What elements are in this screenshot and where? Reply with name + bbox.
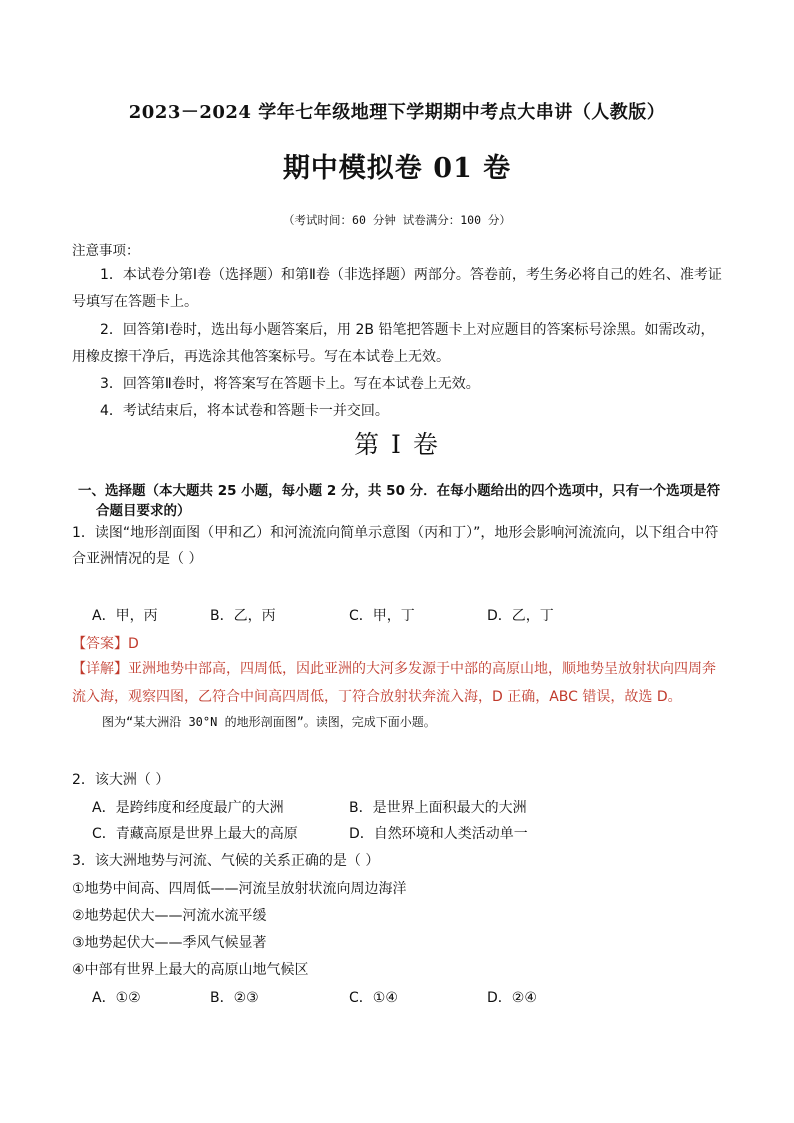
q3-statement-2: ②地势起伏大——河流水流平缓 [72, 908, 267, 924]
q3-statement-1: ①地势中间高、四周低——河流呈放射状流向周边海洋 [72, 881, 407, 897]
section-title: 第 I 卷 [354, 430, 440, 459]
question-1-text: 1．读图“地形剖面图（甲和乙）和河流流向简单示意图（丙和丁）”，地形会影响河流流向，以下组合中符合亚洲情况的是（ ） [72, 525, 719, 567]
notice-heading: 注意事项： [72, 243, 140, 259]
notice-item-2: 2．回答第Ⅰ卷时，选出每小题答案后，用 2B 铅笔把答题卡上对应题目的答案标号涂黑。如需改动，用橡皮擦干净后，再选涂其他答案标号。写在本试卷上无效。 [72, 322, 715, 365]
notice-item-4: 4．考试结束后，将本试卷和答题卡一并交回。 [100, 403, 389, 419]
q2-option-a: A．是跨纬度和经度最广的大洲 [92, 800, 284, 816]
q3-option-a: A．①② [92, 990, 141, 1006]
main-title: 期中模拟卷 01 卷 [282, 153, 512, 184]
notice-item-1: 1．本试卷分第Ⅰ卷（选择题）和第Ⅱ卷（非选择题）两部分。答卷前，考生务必将自己的姓名、准考证号填写在答题卡上。 [72, 267, 722, 310]
q1-option-a: A．甲，丙 [92, 608, 158, 624]
question-2-text: 2．该大洲（ ） [72, 772, 170, 788]
figure-caption: 图为“某大洲沿 30°N 的地形剖面图”。读图，完成下面小题。 [102, 715, 436, 729]
section-desc-line-1: 一、选择题（本大题共 25 小题，每小题 2 分，共 50 分．在每小题给出的四个选项中，只有一个选项是符 [78, 483, 721, 499]
q3-statement-3: ③地势起伏大——季风气候显著 [72, 935, 267, 951]
section-desc-line-2: 合题目要求的） [96, 503, 191, 519]
q3-option-b: B．②③ [210, 990, 259, 1006]
q1-option-c: C．甲，丁 [349, 608, 415, 624]
q3-option-d: D．②④ [487, 990, 537, 1006]
header-title: 2023－2024 学年七年级地理下学期期中考点大串讲（人教版） [128, 102, 666, 123]
q2-option-c: C．青藏高原是世界上最大的高原 [92, 826, 298, 842]
q2-option-b: B．是世界上面积最大的大洲 [349, 800, 527, 816]
q3-option-c: C．①④ [349, 990, 398, 1006]
explain-label: 【详解】 [72, 661, 128, 677]
exam-info: （考试时间：60 分钟 试卷满分：100 分） [283, 213, 511, 227]
answer-label: 【答案】 [72, 636, 128, 652]
q1-option-b: B．乙，丙 [210, 608, 276, 624]
q3-statement-4: ④中部有世界上最大的高原山地气候区 [72, 962, 309, 978]
notice-item-3: 3．回答第Ⅱ卷时，将答案写在答题卡上。写在本试卷上无效。 [100, 376, 480, 392]
q1-option-d: D．乙，丁 [487, 608, 554, 624]
answer-value: D [128, 636, 139, 652]
q1-explanation [72, 655, 724, 711]
explain-text: 亚洲地势中部高，四周低，因此亚洲的大河多发源于中部的高原山地，顺地势呈放射状向四周奔流入海，观察四图，乙符合中间高四周低，丁符合放射状奔流入海，D 正确，ABC 错误，故选 D。 [72, 661, 716, 705]
q2-option-d: D．自然环境和人类活动单一 [349, 826, 528, 842]
q1-answer [72, 633, 139, 653]
question-3-text: 3．该大洲地势与河流、气候的关系正确的是（ ） [72, 853, 380, 869]
section-description [78, 481, 738, 521]
